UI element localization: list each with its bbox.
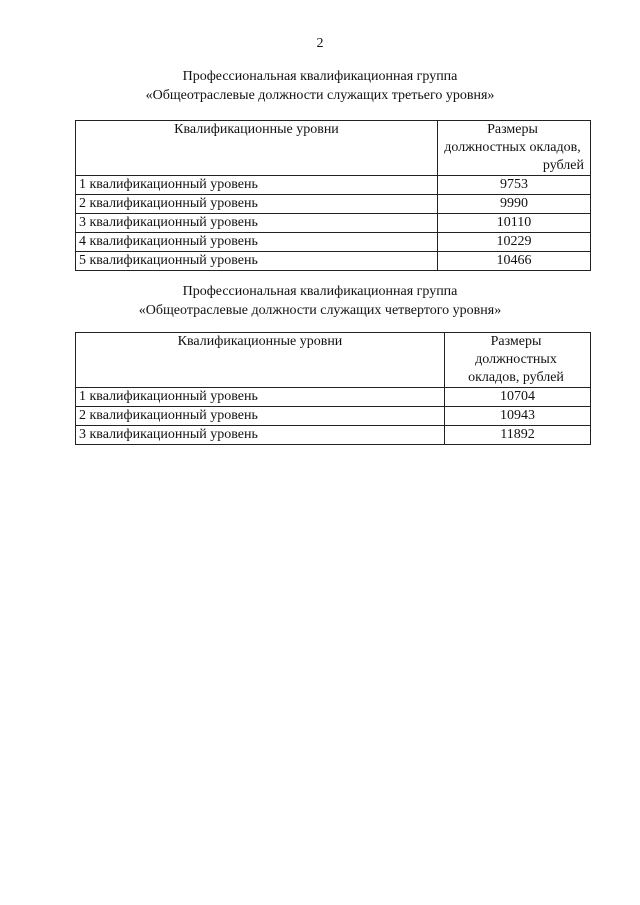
level-cell: 2 квалификационный уровень — [76, 407, 445, 426]
group-title-line: «Общеотраслевые должности служащих четвертого уровня» — [138, 303, 502, 318]
salary-cell: 9753 — [438, 176, 591, 195]
table-row — [76, 233, 591, 252]
column-header-salary — [438, 121, 591, 176]
salary-cell: 10466 — [438, 252, 591, 271]
level-cell: 5 квалификационный уровень — [76, 252, 438, 271]
column-header-salary-line: Размеры — [490, 334, 542, 349]
table-row — [76, 176, 591, 195]
group-title-third-level — [0, 67, 640, 105]
column-header-salary-line: должностных окладов, — [444, 140, 581, 155]
salary-cell: 10943 — [445, 407, 591, 426]
table-row — [76, 195, 591, 214]
table-row — [76, 388, 591, 407]
group-title-fourth-level — [0, 282, 640, 320]
group-title-line: «Общеотраслевые должности служащих третьего уровня» — [145, 88, 495, 103]
column-header-levels: Квалификационные уровни — [76, 121, 438, 176]
column-header-salary — [445, 333, 591, 388]
column-header-salary-line: окладов, рублей — [468, 370, 564, 385]
salary-cell: 10704 — [445, 388, 591, 407]
salary-cell: 10110 — [438, 214, 591, 233]
level-cell: 3 квалификационный уровень — [76, 426, 445, 445]
level-cell: 4 квалификационный уровень — [76, 233, 438, 252]
group-title-line: Профессиональная квалификационная группа — [182, 284, 458, 299]
table-row — [76, 214, 591, 233]
column-header-salary-line: рублей — [542, 158, 584, 173]
salary-cell: 11892 — [445, 426, 591, 445]
column-header-levels: Квалификационные уровни — [76, 333, 445, 388]
level-cell: 1 квалификационный уровень — [76, 388, 445, 407]
column-header-salary-line: Размеры — [487, 122, 538, 137]
salary-table-fourth-level — [75, 332, 591, 445]
table-header-row — [76, 121, 591, 176]
salary-cell: 9990 — [438, 195, 591, 214]
table-row — [76, 426, 591, 445]
page-number: 2 — [316, 36, 324, 51]
table-header-row — [76, 333, 591, 388]
level-cell: 2 квалификационный уровень — [76, 195, 438, 214]
table-row — [76, 407, 591, 426]
level-cell: 3 квалификационный уровень — [76, 214, 438, 233]
table-row — [76, 252, 591, 271]
level-cell: 1 квалификационный уровень — [76, 176, 438, 195]
salary-cell: 10229 — [438, 233, 591, 252]
group-title-line: Профессиональная квалификационная группа — [182, 69, 458, 84]
column-header-salary-line: должностных — [475, 352, 557, 367]
salary-table-third-level — [75, 120, 591, 271]
